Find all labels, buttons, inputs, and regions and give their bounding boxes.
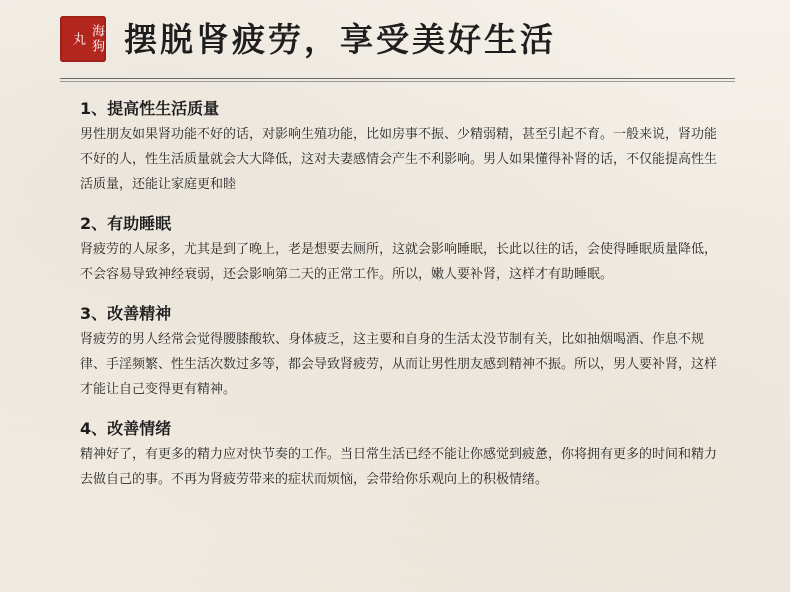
section-body: 肾疲劳的男人经常会觉得腰膝酸软、身体疲乏，这主要和自身的生活太没节制有关，比如抽烟喝酒、作息不规律、手淫频繁、性生活次数过多等，都会导致肾疲劳，从而让男性朋友感到精神不振。所以，男人要补肾，这样才能让自己变得更有精神。 xyxy=(80,332,718,397)
seal-logo xyxy=(60,16,106,62)
section-title: 4、改善情绪 xyxy=(80,419,172,438)
section-sleep xyxy=(80,211,720,287)
section-body: 男性朋友如果肾功能不好的话，对影响生殖功能，比如房事不振、少精弱精，甚至引起不育。一般来说，肾功能不好的人，性生活质量就会大大降低，这对夫妻感情会产生不利影响。男人如果懂得补肾的话，不仅能提高性生活质量，还能让家庭更和睦 xyxy=(80,127,718,192)
page-title: 摆脱肾疲劳，享受美好生活 xyxy=(124,20,556,59)
section-mood xyxy=(80,416,720,492)
section-body: 肾疲劳的人尿多，尤其是到了晚上，老是想要去厕所，这就会影响睡眠，长此以往的话，会使得睡眠质量降低，不会容易导致神经衰弱，还会影响第二天的正常工作。所以，嫩人要补肾，这样才有助睡眠。 xyxy=(80,242,718,282)
section-sex-life xyxy=(80,96,720,197)
seal-text: 海狗丸 xyxy=(70,24,104,54)
section-spirit xyxy=(80,301,720,402)
header-divider-secondary xyxy=(60,81,735,82)
section-body: 精神好了，有更多的精力应对快节奏的工作。当日常生活已经不能让你感觉到疲惫，你将拥有更多的时间和精力去做自己的事。不再为肾疲劳带来的症状而烦恼，会带给你乐观向上的积极情绪。 xyxy=(80,447,718,487)
header xyxy=(0,0,790,82)
header-divider xyxy=(60,78,735,79)
section-title: 2、有助睡眠 xyxy=(80,214,172,233)
section-title: 3、改善精神 xyxy=(80,304,172,323)
section-title: 1、提高性生活质量 xyxy=(80,99,220,118)
article-content xyxy=(80,96,720,506)
